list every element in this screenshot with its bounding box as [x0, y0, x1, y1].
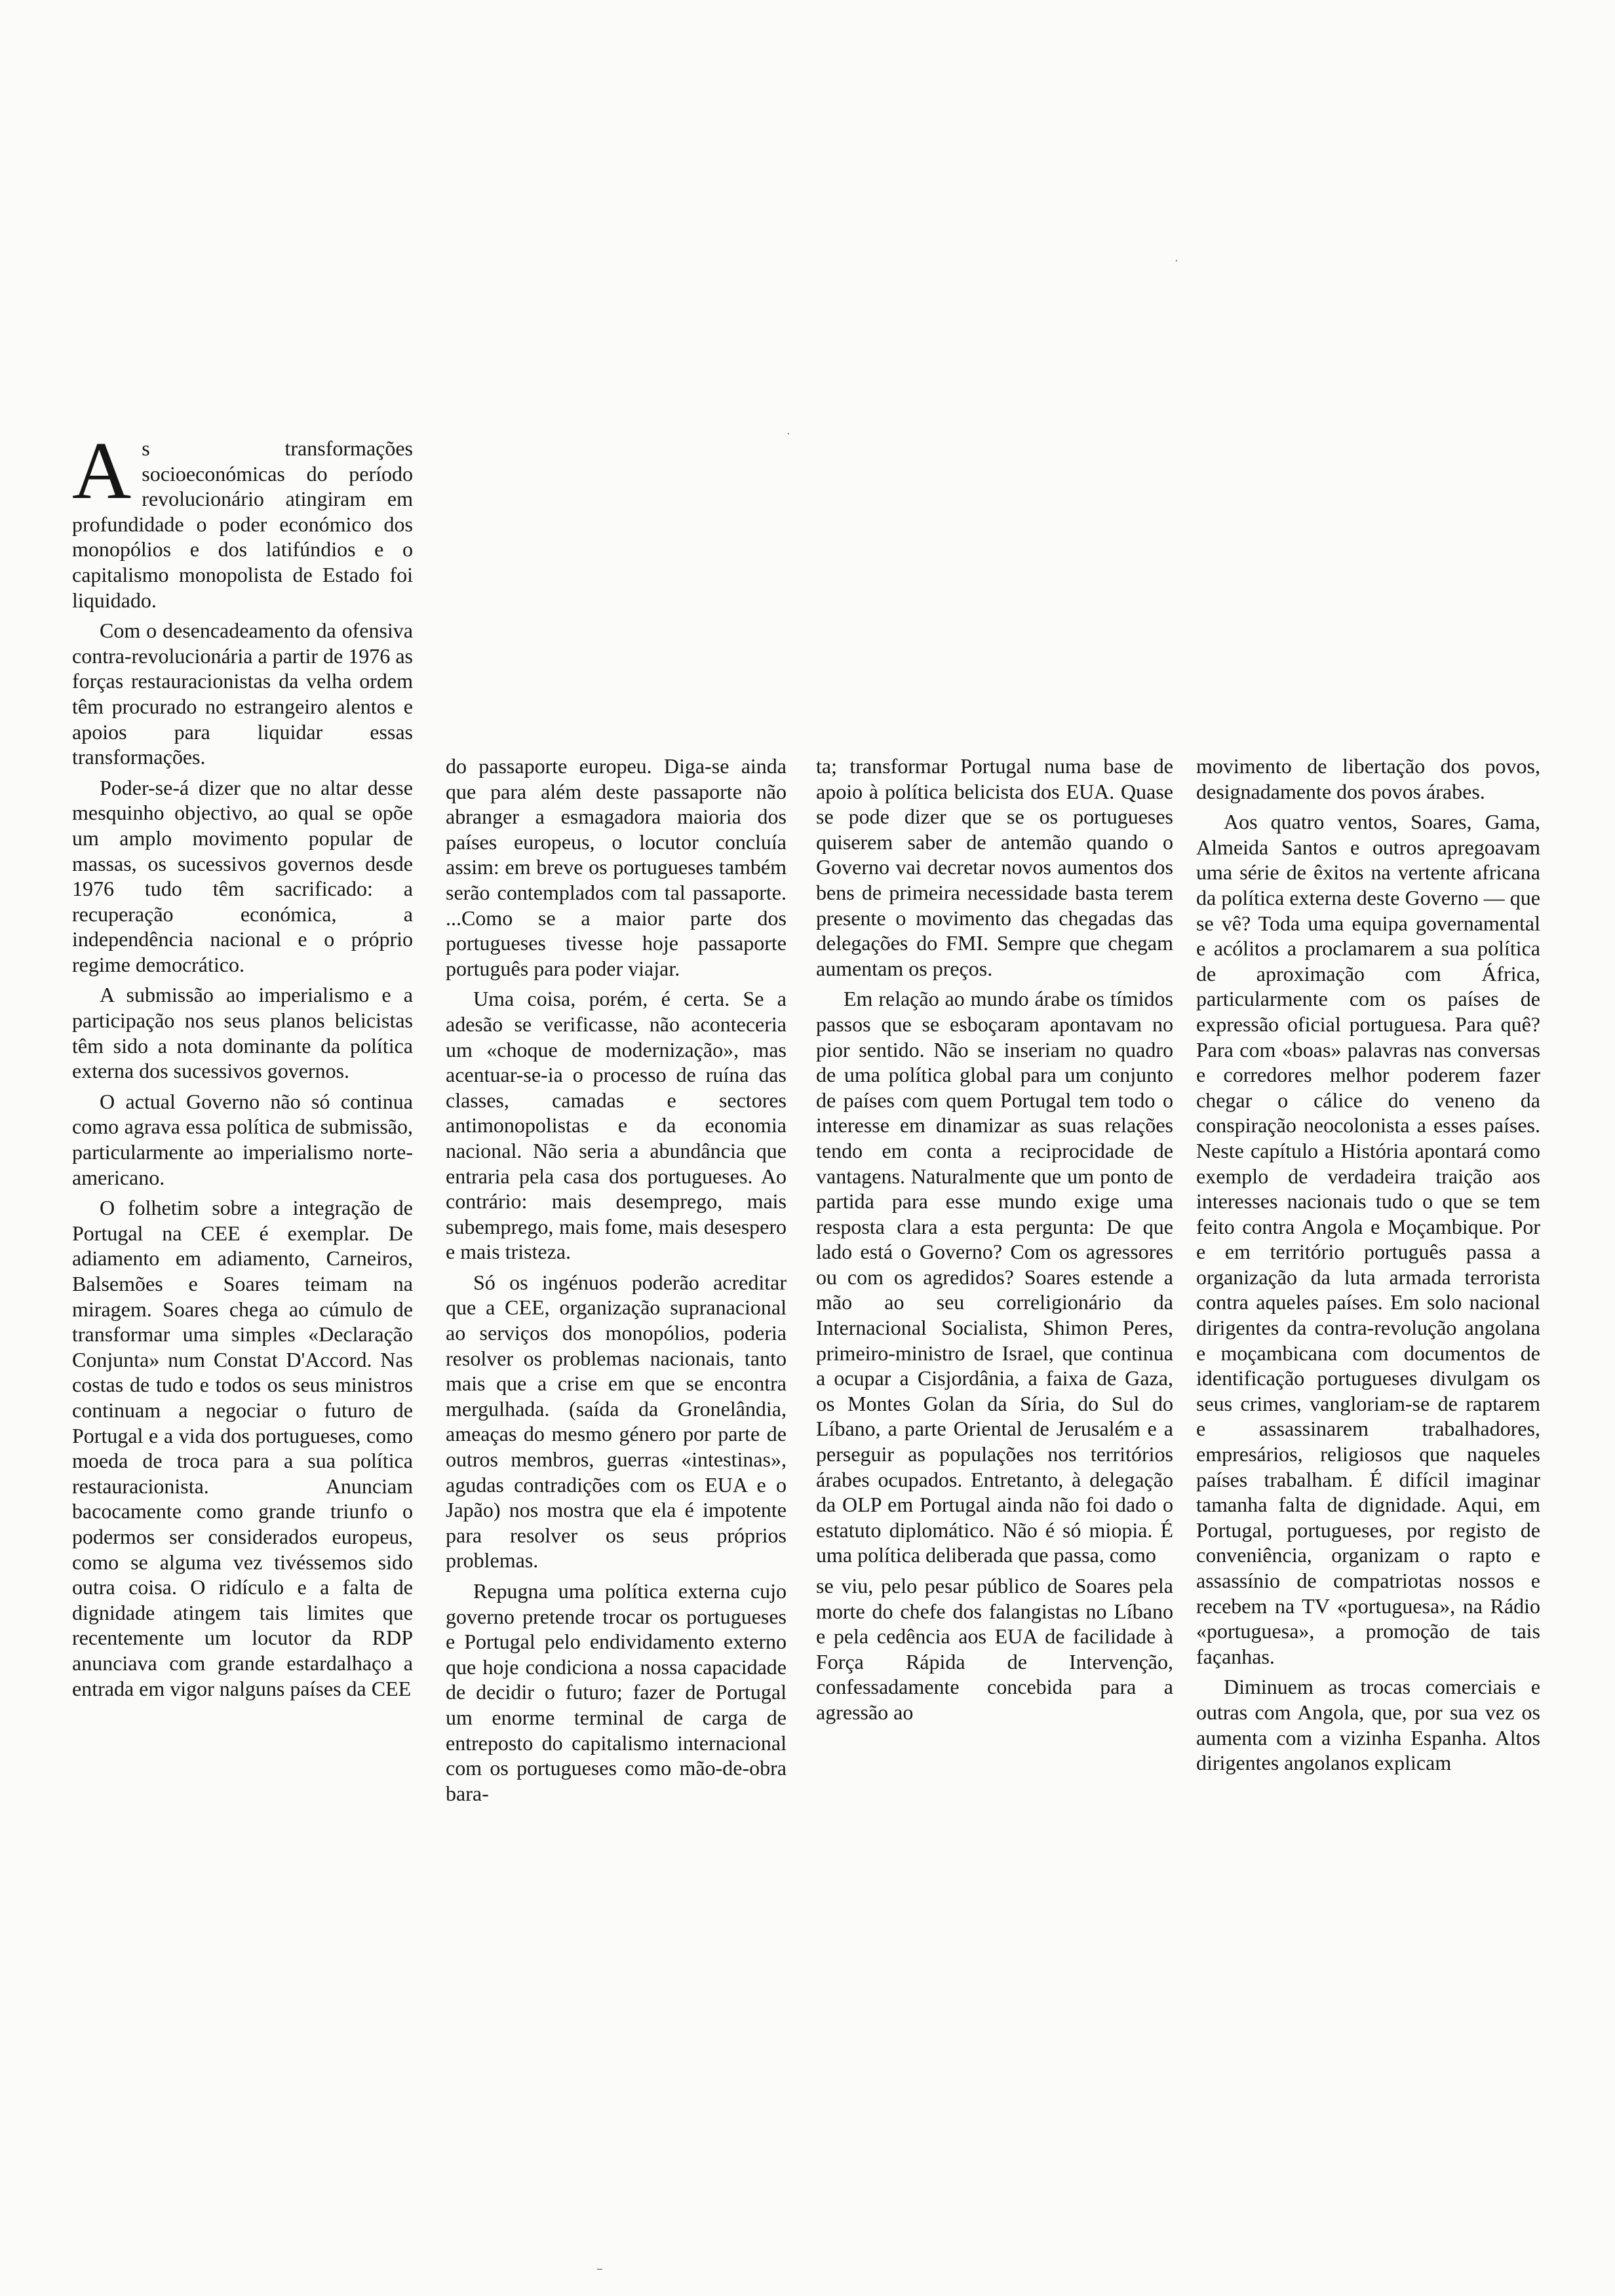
- scan-speck: ·: [787, 427, 790, 441]
- paragraph: Repugna uma política externa cujo governo pretende trocar os portugueses e Portugal pelo endividamento externo que hoje condiciona a nossa capacidade de decidir o futuro; fazer de Portugal um enorme terminal de carga de entreposto do capitalismo internacional com os portugueses como mão-de-obra bara-: [446, 1579, 787, 1805]
- scan-speck: ·: [1175, 254, 1178, 268]
- scan-speck: –: [596, 2261, 603, 2276]
- paragraph: movimento de libertação dos povos, designadamente dos povos árabes.: [1196, 754, 1540, 803]
- paragraph: [72, 426, 413, 613]
- paragraph: Diminuem as trocas comerciais e outras com Angola, que, por sua vez os aumenta com a vizinha Espanha. Altos dirigentes angolanos explicam: [1196, 1675, 1540, 1775]
- paragraph: Com o desencadeamento da ofensiva contra-revolucionária a partir de 1976 as forças restauracionistas da velha ordem têm procurado no estrangeiro alentos e apoios para liquidar essas transformações.: [72, 619, 413, 769]
- paragraph-text: s transformações socioeconómicas do período revolucionário atingiram em profundidade o poder económico dos monopólios e dos latifúndios e o capitalismo monopolista de Estado foi liquidado.: [72, 436, 413, 612]
- paragraph: ta; transformar Portugal numa base de apoio à política belicista dos EUA. Quase se pode dizer que se os portugueses quiserem saber de antemão quando o Governo vai decretar novos aumentos dos bens de primeira necessidade basta terem presente o movimento das chegadas das delegações do FMI. Sempre que chegam aumentam os preços.: [816, 754, 1173, 980]
- paragraph: A submissão ao imperialismo e a participação nos seus planos belicistas têm sido a nota dominante da política externa dos sucessivos governos.: [72, 983, 413, 1083]
- article-column-3: [816, 754, 1173, 1731]
- paragraph: Aos quatro ventos, Soares, Gama, Almeida Santos e outros apregoavam uma série de êxitos na vertente africana da política externa deste Governo — que se vê? Toda uma equipa governamental e acólitos a proclamarem a sua política de aproximação com África, particularmente com os países de expressão oficial portuguesa. Para quê? Para com «boas» palavras nas conversas e corredores melhor poderem fazer chegar o cálice do veneno da conspiração neocolonista a esses países. Neste capítulo a História apontará como exemplo de verdadeira traição aos interesses nacionais tudo o que se tem feito contra Angola e Moçambique. Por e em território português passa a organização da luta armada terrorista contra aqueles países. Em solo nacional dirigentes da contra-revolução angolana e moçambicana com documentos de identificação portugueses divulgam os seus crimes, vangloriam-se de raptarem e assassinarem trabalhadores, empresários, religiosos que naqueles países trabalham. É difícil imaginar tamanha falta de dignidade. Aqui, em Portugal, portugueses, por registo de conveniência, organizam o rapto e assassínio de compatriotas nossos e recebem na TV «portuguesa», na Rádio «portuguesa», a promoção de tais façanhas.: [1196, 810, 1540, 1668]
- article-column-1: [72, 426, 413, 1706]
- paragraph: Uma coisa, porém, é certa. Se a adesão se verificasse, não aconteceria um «choque de modernização», mas acentuar-se-ia o processo de ruína das classes, camadas e sectores antimonopolistas e da economia nacional. Não seria a abundância que entraria pela casa dos portugueses. Ao contrário: mais desemprego, mais subemprego, mais fome, mais desespero e mais tristeza.: [446, 987, 787, 1264]
- paragraph: se viu, pelo pesar público de Soares pela morte do chefe dos falangistas no Líbano e pela cedência aos EUA de facilidade à Força Rápida de Intervenção, confessadamente concebida para a agressão ao: [816, 1574, 1173, 1724]
- paragraph: do passaporte europeu. Diga-se ainda que para além deste passaporte não abranger a esmagadora maioria dos países europeus, o locutor concluía assim: em breve os portugueses também serão contemplados com tal passaporte. ...Como se a maior parte dos portugueses tivesse hoje passaporte português para poder viajar.: [446, 754, 787, 980]
- article-column-2: [446, 754, 787, 1811]
- drop-cap: A: [72, 426, 132, 516]
- article-column-4: [1196, 754, 1540, 1781]
- paragraph: O folhetim sobre a integração de Portugal na CEE é exemplar. De adiamento em adiamento, Carneiros, Balsemões e Soares teimam na miragem. Soares chega ao cúmulo de transformar uma simples «Declaração Conjunta» num Constat D'Accord. Nas costas de tudo e todos os seus ministros continuam a negociar o futuro de Portugal e a vida dos portugueses, como moeda de troca para a sua política restauracionista. Anunciam bacocamente como grande triunfo o podermos ser considerados europeus, como se alguma vez tivéssemos sido outra coisa. O ridículo e a falta de dignidade atingem tais limites que recentemente um locutor da RDP anunciava com grande estardalhaço a entrada em vigor nalguns países da CEE: [72, 1196, 413, 1700]
- paragraph: Em relação ao mundo árabe os tímidos passos que se esboçaram apontavam no pior sentido. Não se inseriam no quadro de uma política global para um conjunto de países com quem Portugal tem todo o interesse em dinamizar as suas relações tendo em conta a reciprocidade de vantagens. Naturalmente que um ponto de partida para esse mundo exige uma resposta clara a esta pergunta: De que lado está o Governo? Com os agressores ou com os agredidos? Soares estende a mão ao seu correligionário da Internacional Socialista, Shimon Peres, primeiro-ministro de Israel, que continua a ocupar a Cisjordânia, a faixa de Gaza, os Montes Golan da Síria, do Sul do Líbano, a parte Oriental de Jerusalém e a perseguir as populações nos territórios árabes ocupados. Entretanto, à delegação da OLP em Portugal ainda não foi dado o estatuto diplomático. Não é só miopia. É uma política deliberada que passa, como: [816, 987, 1173, 1567]
- paragraph: Poder-se-á dizer que no altar desse mesquinho objectivo, ao qual se opõe um amplo movimento popular de massas, os sucessivos governos desde 1976 tudo têm sacrificado: a recuperação económica, a independência nacional e o próprio regime democrático.: [72, 775, 413, 976]
- paragraph: O actual Governo não só continua como agrava essa política de submissão, particularmente ao imperialismo norte-americano.: [72, 1089, 413, 1189]
- paragraph: Só os ingénuos poderão acreditar que a CEE, organização supranacional ao serviços dos monopólios, poderia resolver os problemas nacionais, tanto mais que a crise em que se encontra mergulhada. (saída da Gronelândia, ameaças do mesmo género por parte de outros membros, guerras «intestinas», agudas contradições com os EUA e o Japão) nos mostra que ela é impotente para resolver os seus próprios problemas.: [446, 1270, 787, 1573]
